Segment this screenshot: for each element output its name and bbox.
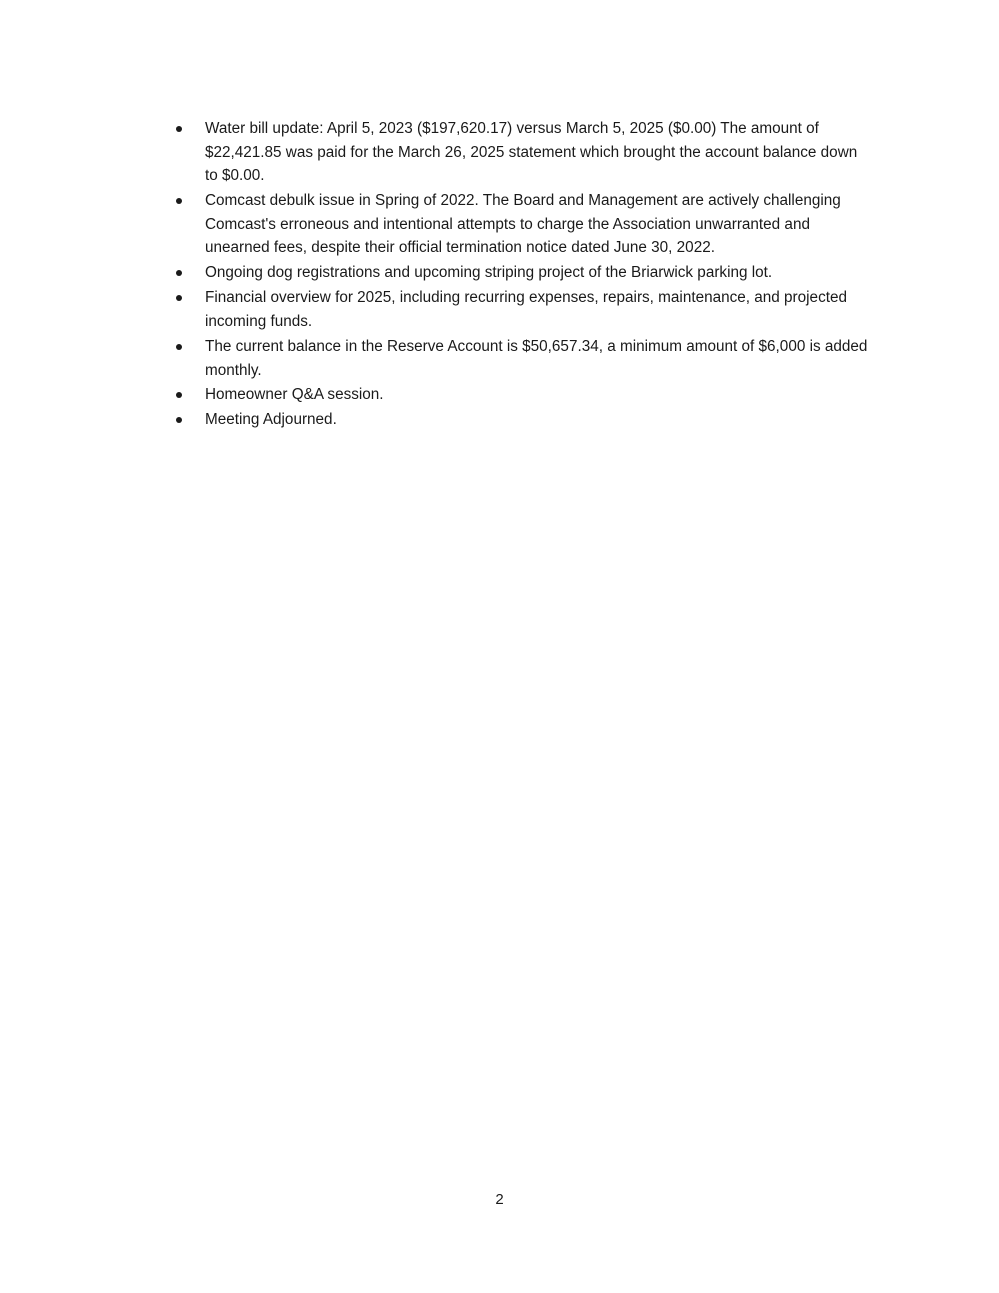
bullet-item-dog-registrations [172,261,872,285]
bullet-text: Homeowner Q&A session. [205,386,384,404]
bullet-item-adjourned [172,408,872,432]
bullet-text: Ongoing dog registrations and upcoming striping project of the Briarwick parking lot. [205,264,773,282]
bullet-item-qa-session [172,383,872,407]
bullet-item-financial-overview [172,286,872,333]
bullet-icon [176,126,182,132]
agenda-bullet-list [172,117,872,433]
bullet-item-reserve-account [172,335,872,382]
bullet-text: Meeting Adjourned. [205,411,337,429]
bullet-text: Comcast debulk issue in Spring of 2022. The Board and Management are actively challenging Comcast's erroneous and intentional attempts to charge the Association unwarranted and unearned fees, despite their official termination notice dated June 30, 2022. [205,192,841,257]
bullet-icon [176,417,182,423]
bullet-icon [176,198,182,204]
bullet-item-comcast [172,189,872,260]
bullet-text: The current balance in the Reserve Account is $50,657.34, a minimum amount of $6,000 is added monthly. [205,337,868,379]
bullet-text: Financial overview for 2025, including recurring expenses, repairs, maintenance, and projected incoming funds. [205,289,847,330]
page-number: 2 [495,1191,504,1208]
bullet-icon [176,344,182,350]
bullet-icon [176,392,182,398]
bullet-text: Water bill update: April 5, 2023 ($197,620.17) versus March 5, 2025 ($0.00) The amount of $22,421.85 was paid for the March 26, 2025 statement which brought the account balance down to $0.00. [205,120,858,185]
bullet-icon [176,295,182,301]
bullet-item-water-bill [172,117,872,188]
bullet-icon [176,270,182,276]
